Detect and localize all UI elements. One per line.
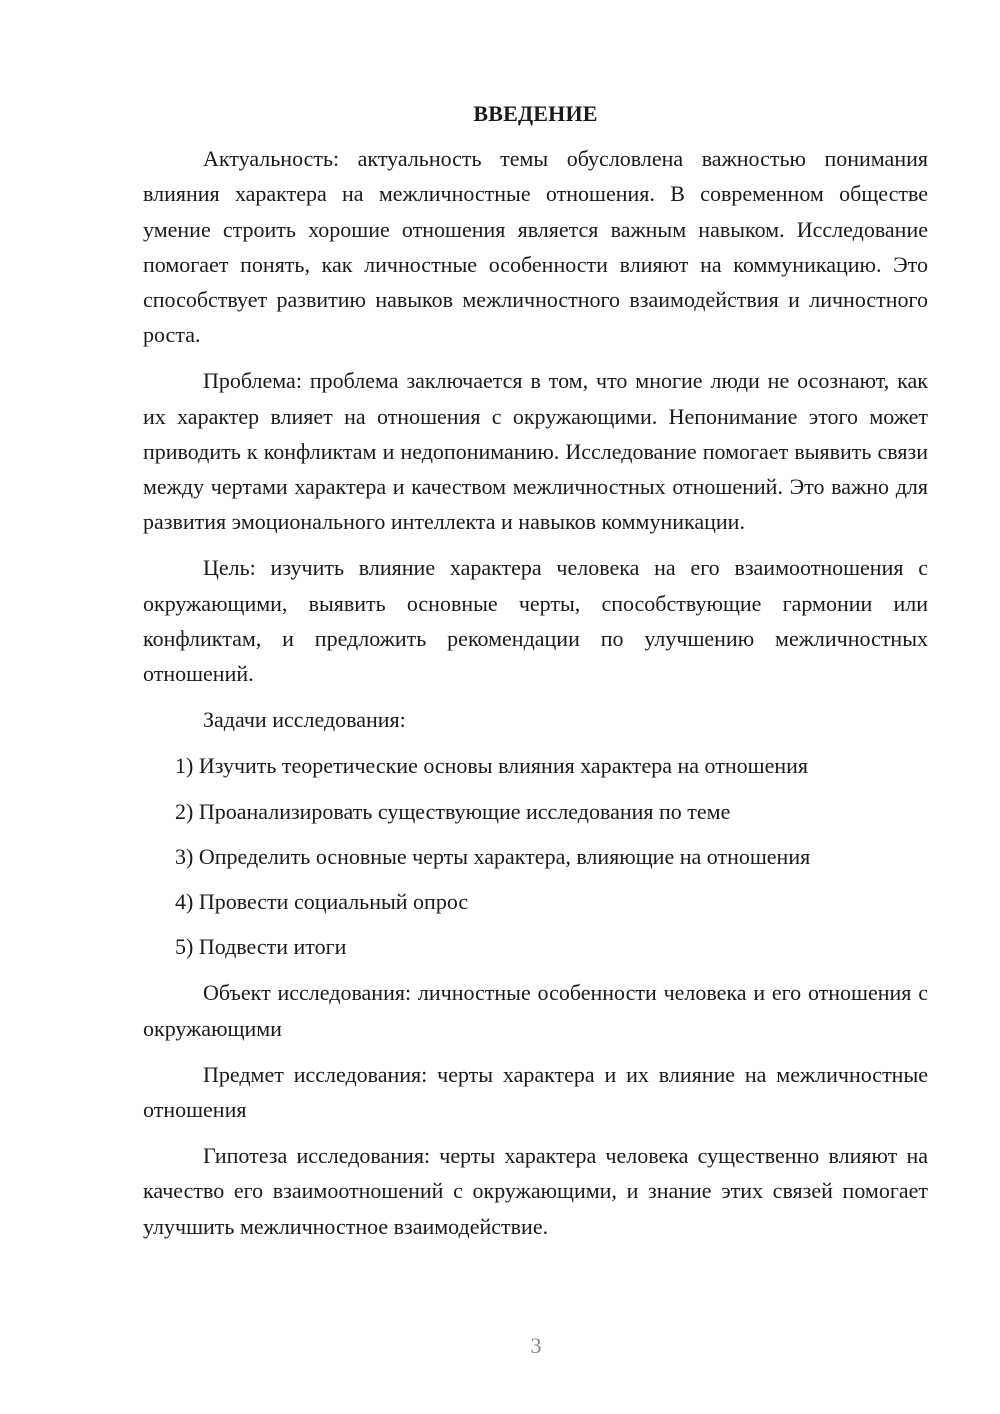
object-paragraph: Объект исследования: личностные особенности человека и его отношения с окружающими (143, 980, 928, 1041)
relevance-paragraph: Актуальность: актуальность темы обусловлена важностью понимания влияния характера на межличностные отношения. В современном обществе умение строить хорошие отношения является важным навыком. Исследование помогает понять, как личностные особенности влияют на коммуникацию. Это способствует развитию навыков межличностного взаимодействия и личностного роста. (143, 146, 928, 348)
list-item: 3) Определить основные черты характера, влияющие на отношения (175, 843, 811, 869)
problem-paragraph: Проблема: проблема заключается в том, что многие люди не осознают, как их характер влияет на отношения с окружающими. Непонимание этого может приводить к конфликтам и недопониманию. Исследование помогает выявить связи между чертами характера и качеством межличностных отношений. Это важно для развития эмоционального интеллекта и навыков коммуникации. (143, 368, 928, 535)
goal-paragraph: Цель: изучить влияние характера человека на его взаимоотношения с окружающими, выявить основные черты, способствующие гармонии или конфликтам, и предложить рекомендации по улучшению межличностных отношений. (143, 555, 928, 687)
list-item: 4) Провести социальный опрос (175, 889, 469, 915)
list-item: 2) Проанализировать существующие исследования по теме (175, 798, 731, 824)
subject-paragraph: Предмет исследования: черты характера и их влияние на межличностные отношения (143, 1061, 928, 1123)
document-page (143, 96, 928, 1255)
tasks-list (143, 748, 928, 964)
hypothesis-paragraph: Гипотеза исследования: черты характера человека существенно влияют на качество его взаимоотношений с окружающими, и знание этих связей помогает улучшить межличностное взаимодействие. (143, 1143, 928, 1239)
page-title: ВВЕДЕНИЕ (473, 101, 598, 126)
tasks-heading: Задачи исследования: (203, 707, 406, 733)
list-item: 1) Изучить теоретические основы влияния характера на отношения (175, 753, 809, 779)
list-item: 5) Подвести итоги (175, 934, 347, 960)
page-number: 3 (530, 1333, 542, 1358)
